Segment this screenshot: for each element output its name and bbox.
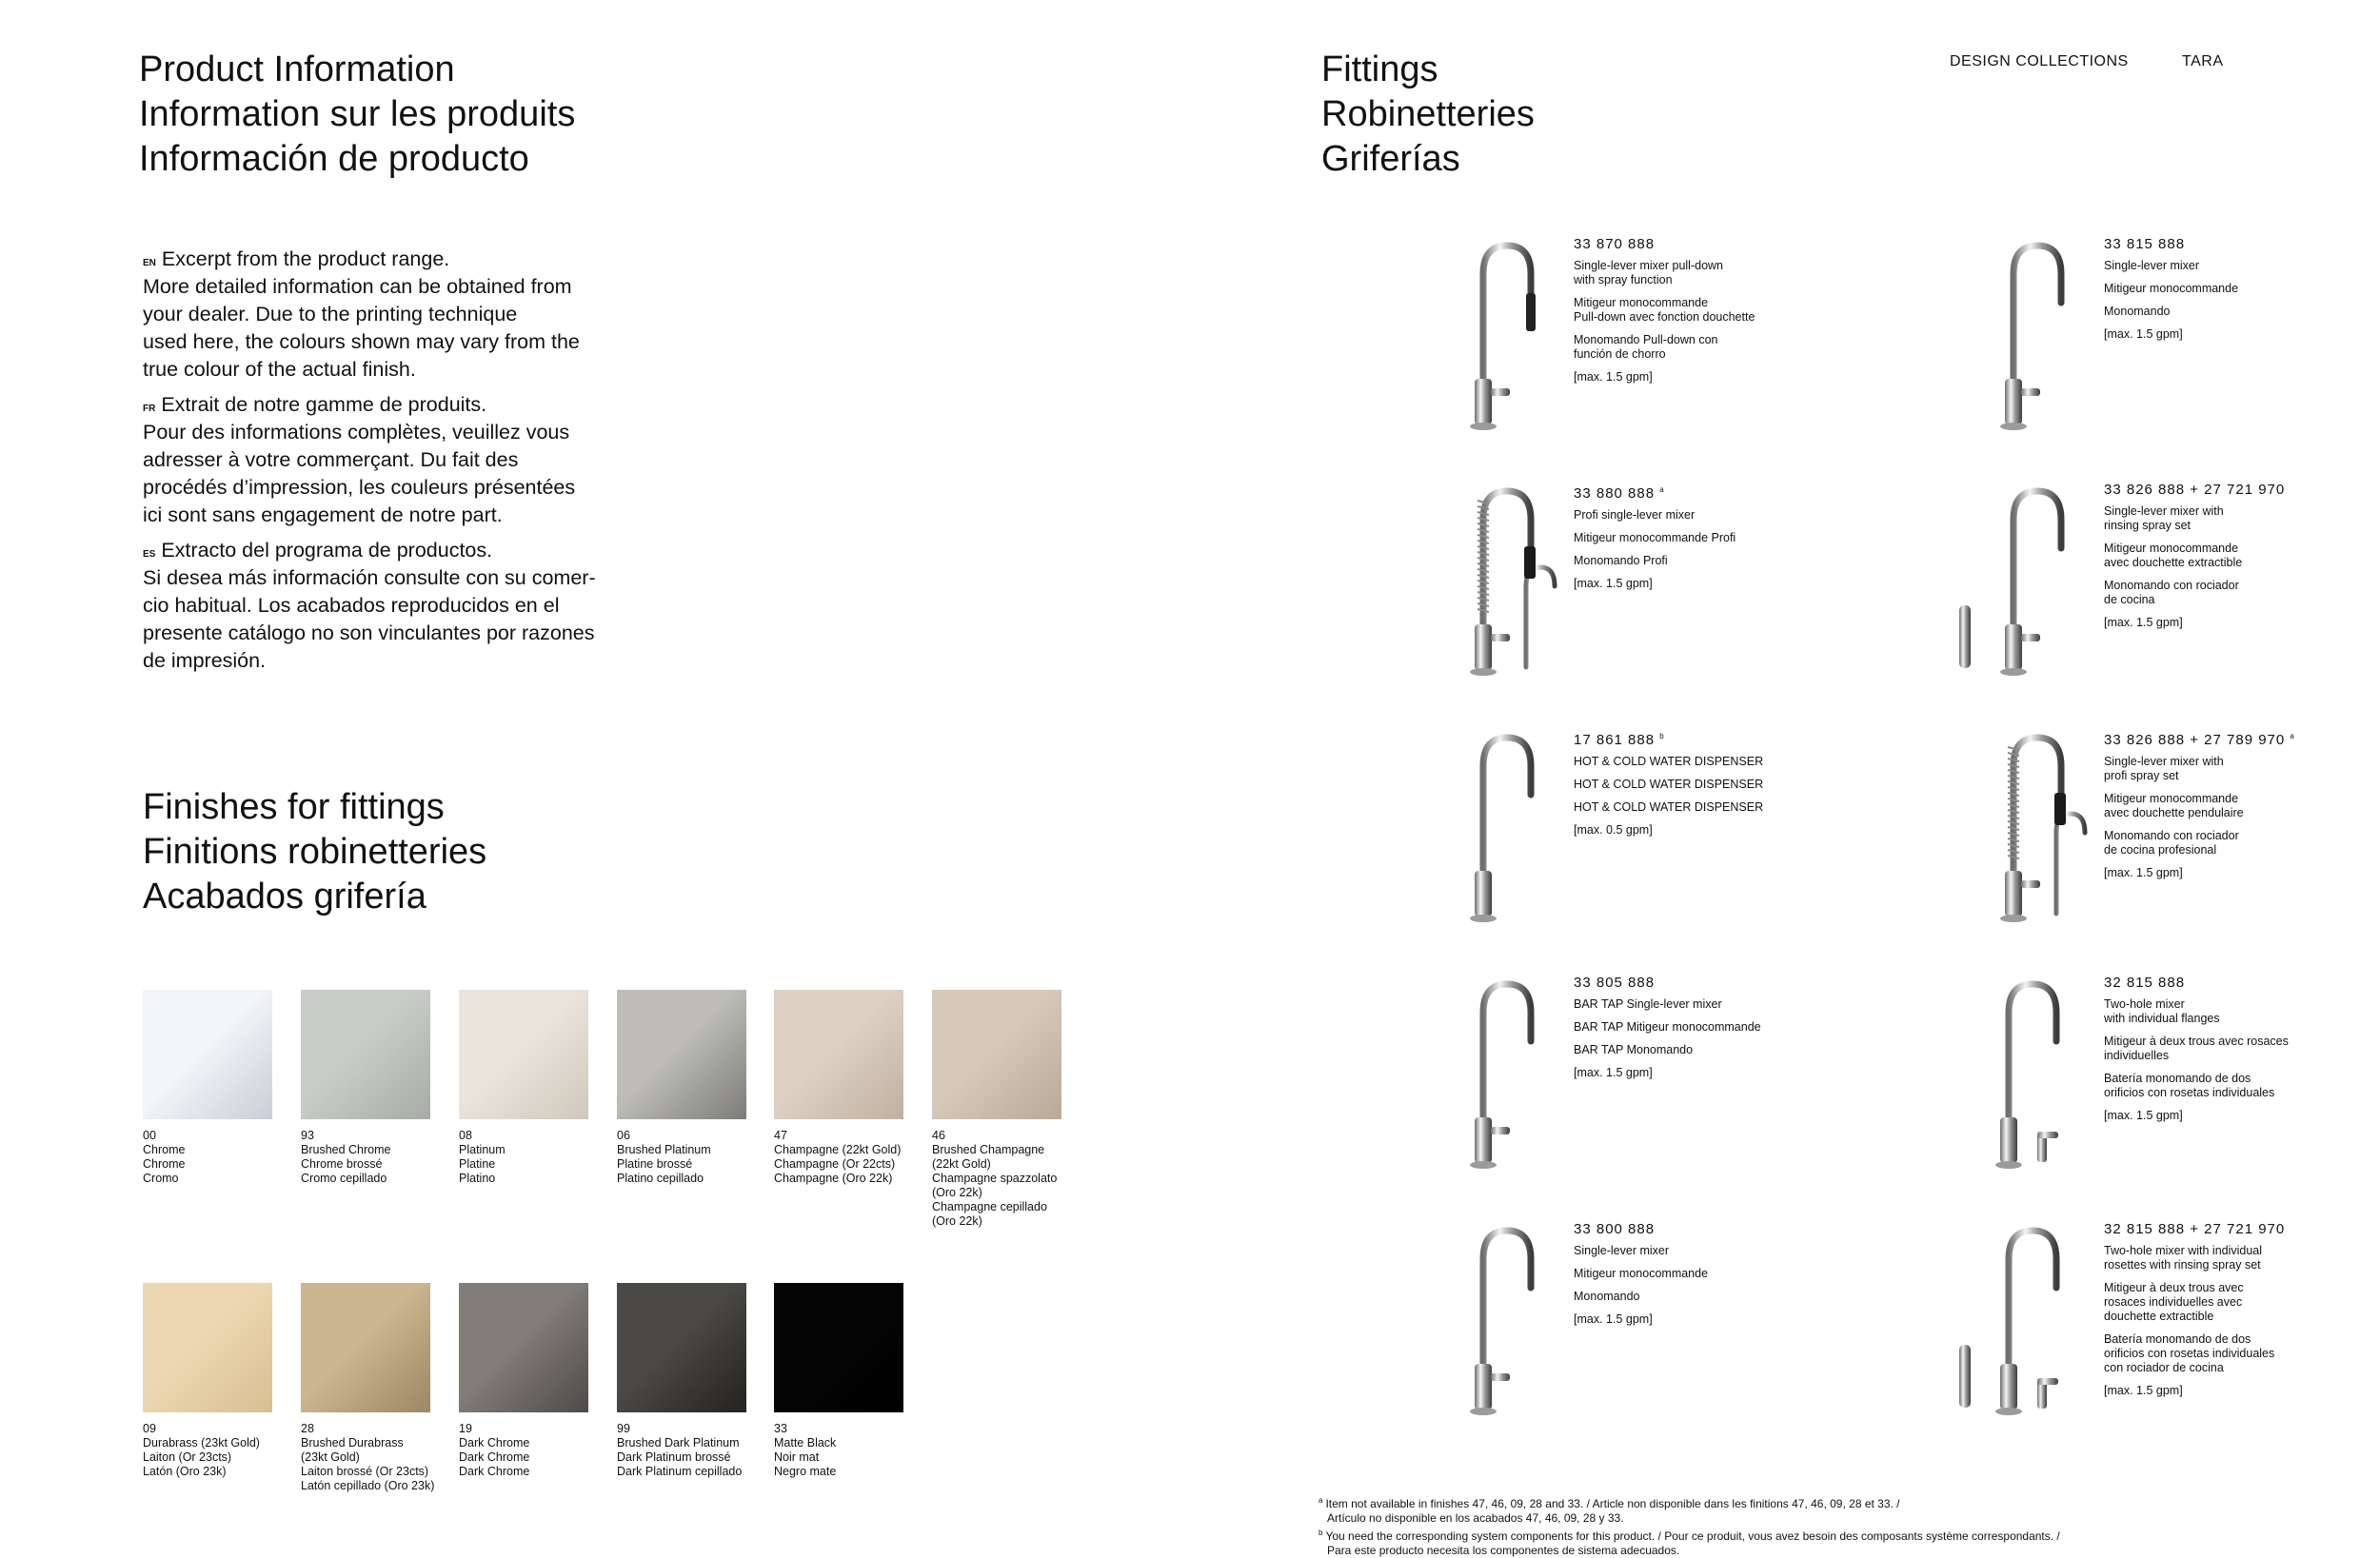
finish-name: Champagne (Oro 22k) bbox=[774, 1172, 893, 1185]
finish-name: Dark Chrome bbox=[459, 1450, 530, 1464]
description-line: Batería monomando de dos bbox=[2104, 1072, 2251, 1085]
finish-color-sample bbox=[617, 1283, 746, 1412]
description-line: [max. 1.5 gpm] bbox=[2104, 1109, 2183, 1122]
description-line: rosettes with rinsing spray set bbox=[2104, 1258, 2261, 1272]
product-description bbox=[2104, 1035, 2380, 1063]
description-line: Two-hole mixer bbox=[2104, 997, 2185, 1011]
description-line: Monomando bbox=[1574, 1290, 1640, 1303]
finish-name: Platine bbox=[459, 1157, 496, 1171]
product-code bbox=[1574, 728, 1916, 749]
finish-swatch-28 bbox=[301, 1283, 434, 1493]
finish-name: Platino bbox=[459, 1172, 496, 1185]
finishes-title-en: Finishes for fittings bbox=[143, 787, 445, 827]
product-description bbox=[2104, 1072, 2380, 1100]
product-info bbox=[2104, 728, 2380, 889]
product-description bbox=[1574, 778, 1916, 792]
intro-line: adresser à votre commerçant. Du fait des bbox=[143, 448, 519, 471]
language-tag: ES bbox=[143, 549, 156, 560]
finish-name: Champagne (22kt Gold) bbox=[774, 1143, 902, 1156]
finish-color-sample bbox=[617, 990, 746, 1119]
description-line: Mitigeur monocommande bbox=[2104, 542, 2239, 555]
product-info bbox=[1574, 236, 1916, 393]
product-description bbox=[2104, 1109, 2380, 1123]
finish-name: Noir mat bbox=[774, 1450, 820, 1464]
intro-paragraph-fr bbox=[143, 391, 676, 529]
product-code bbox=[2104, 975, 2380, 992]
product-code-number: 33 815 888 bbox=[2104, 236, 2186, 252]
product-description bbox=[1574, 554, 1916, 568]
product-33-800-888 bbox=[1412, 1221, 1945, 1459]
product-description bbox=[1574, 508, 1916, 523]
product-description bbox=[1574, 1312, 1916, 1327]
pulldown-faucet-icon bbox=[1412, 236, 1574, 436]
finish-name: Champagne spazzolato bbox=[932, 1172, 1058, 1185]
finish-label bbox=[143, 1422, 276, 1479]
finish-code: 06 bbox=[617, 1129, 630, 1142]
finishes-title-es: Acabados grifería bbox=[143, 877, 426, 917]
product-code bbox=[2104, 236, 2380, 253]
fittings-title-en: Fittings bbox=[1321, 49, 1438, 89]
product-code-number: 33 805 888 bbox=[1574, 975, 1656, 991]
finish-color-sample bbox=[143, 990, 272, 1119]
description-line: rinsing spray set bbox=[2104, 519, 2192, 532]
product-image bbox=[1942, 1221, 2104, 1421]
footnote-line bbox=[1319, 1544, 2060, 1558]
two-hole-mixer-icon bbox=[1942, 975, 2104, 1174]
footnote-marker: a bbox=[1659, 485, 1665, 494]
finish-name: (23kt Gold) bbox=[301, 1450, 360, 1464]
product-description bbox=[2104, 792, 2380, 820]
description-line: Single-lever mixer with bbox=[2104, 504, 2224, 518]
product-description bbox=[1574, 997, 1916, 1012]
finish-name: Chrome brossé bbox=[301, 1157, 383, 1171]
intro-paragraph-en bbox=[143, 246, 676, 384]
product-info bbox=[2104, 482, 2380, 639]
description-line: avec douchette extractible bbox=[2104, 556, 2243, 569]
finish-label bbox=[459, 1129, 592, 1186]
profi-faucet-icon bbox=[1412, 482, 1574, 681]
product-info bbox=[2104, 236, 2380, 350]
finish-name: Brushed Champagne bbox=[932, 1143, 1045, 1156]
product-33-805-888 bbox=[1412, 975, 1945, 1213]
product-information-title bbox=[139, 48, 575, 182]
product-description bbox=[2104, 866, 2380, 880]
product-code bbox=[1574, 236, 1916, 253]
product-code-number: 33 826 888 + 27 789 970 bbox=[2104, 732, 2286, 748]
footnote-text: Para este producto necesita los componentes de sistema adecuados. bbox=[1327, 1544, 1680, 1557]
gooseneck-faucet-icon bbox=[1942, 236, 2104, 436]
product-description bbox=[2104, 327, 2380, 342]
footnote-mark: b bbox=[1319, 1528, 1323, 1537]
description-line: profi spray set bbox=[2104, 769, 2179, 782]
product-33-880-888 bbox=[1412, 482, 1945, 720]
description-line: Single-lever mixer pull-down bbox=[1574, 259, 1724, 272]
description-line: orificios con rosetas individuales bbox=[2104, 1347, 2275, 1360]
description-line: BAR TAP Single-lever mixer bbox=[1574, 997, 1722, 1011]
finish-code: 99 bbox=[617, 1422, 630, 1435]
description-line: avec douchette pendulaire bbox=[2104, 806, 2244, 819]
description-line: [max. 1.5 gpm] bbox=[1574, 577, 1653, 590]
product-code-number: 32 815 888 + 27 721 970 bbox=[2104, 1221, 2286, 1237]
finish-code: 93 bbox=[301, 1129, 314, 1142]
finish-name: Latón cepillado (Oro 23k) bbox=[301, 1479, 435, 1492]
description-line: [max. 1.5 gpm] bbox=[2104, 327, 2183, 341]
description-line: BAR TAP Mitigeur monocommande bbox=[1574, 1020, 1761, 1034]
description-line: HOT & COLD WATER DISPENSER bbox=[1574, 778, 1764, 791]
product-image bbox=[1412, 975, 1574, 1174]
description-line: de cocina profesional bbox=[2104, 843, 2217, 857]
finish-name: Cromo cepillado bbox=[301, 1172, 387, 1185]
description-line: de cocina bbox=[2104, 593, 2155, 606]
product-description bbox=[2104, 755, 2380, 783]
product-code-number: 32 815 888 bbox=[2104, 975, 2186, 991]
footnotes bbox=[1319, 1493, 2060, 1558]
product-code bbox=[1574, 1221, 1916, 1238]
description-line: with individual flanges bbox=[2104, 1012, 2220, 1025]
product-description bbox=[2104, 616, 2380, 630]
finish-color-sample bbox=[932, 990, 1061, 1119]
finish-name: Brushed Chrome bbox=[301, 1143, 391, 1156]
product-description bbox=[2104, 542, 2380, 570]
footnote-marker: b bbox=[1659, 732, 1665, 740]
footnote-mark: a bbox=[1319, 1496, 1323, 1505]
description-line: Single-lever mixer bbox=[1574, 1244, 1670, 1257]
title-line-fr: Information sur les produits bbox=[139, 94, 576, 134]
finish-color-sample bbox=[774, 1283, 903, 1412]
description-line: Mitigeur monocommande bbox=[1574, 296, 1709, 309]
product-info bbox=[1574, 482, 1916, 600]
finish-name: Dark Platinum brossé bbox=[617, 1450, 731, 1464]
finish-name: (Oro 22k) bbox=[932, 1214, 982, 1228]
finish-name: Latón (Oro 23k) bbox=[143, 1465, 227, 1478]
product-description bbox=[2104, 259, 2380, 273]
finish-color-sample bbox=[143, 1283, 272, 1412]
fittings-title-es: Griferías bbox=[1321, 139, 1460, 179]
description-line: Monomando Pull-down con bbox=[1574, 333, 1718, 346]
description-line: con rociador de cocina bbox=[2104, 1361, 2224, 1374]
description-line: Two-hole mixer with individual bbox=[2104, 1244, 2263, 1257]
product-image bbox=[1942, 975, 2104, 1174]
finish-name: Dark Platinum cepillado bbox=[617, 1465, 743, 1478]
intro-lead: Extracto del programa de productos. bbox=[161, 539, 493, 562]
finish-name: Cromo bbox=[143, 1172, 179, 1185]
product-code bbox=[1574, 482, 1916, 503]
description-line: [max. 0.5 gpm] bbox=[1574, 823, 1653, 837]
finish-swatch-19 bbox=[459, 1283, 592, 1479]
product-info bbox=[1574, 975, 1916, 1089]
two-hole-mixer-with-spray-icon bbox=[1942, 1221, 2104, 1421]
intro-line: ici sont sans engagement de notre part. bbox=[143, 503, 503, 526]
description-line: BAR TAP Monomando bbox=[1574, 1043, 1694, 1056]
product-image bbox=[1942, 482, 2104, 681]
product-info bbox=[2104, 975, 2380, 1132]
faucet-with-spray-icon bbox=[1942, 482, 2104, 681]
product-description bbox=[2104, 1384, 2380, 1398]
footnote-text: You need the corresponding system components for this product. / Pour ce produit, vous avez besoin des composants système correspondants. / bbox=[1325, 1529, 2060, 1543]
title-line-es: Información de producto bbox=[139, 139, 529, 179]
description-line: HOT & COLD WATER DISPENSER bbox=[1574, 800, 1764, 814]
faucet-with-profi-spray-icon bbox=[1942, 728, 2104, 928]
finishes-title-fr: Finitions robinetteries bbox=[143, 832, 487, 872]
finish-name: Brushed Platinum bbox=[617, 1143, 711, 1156]
finish-label bbox=[617, 1422, 750, 1479]
description-line: Monomando con rociador bbox=[2104, 829, 2239, 842]
product-33-826-888-27-789-970 bbox=[1942, 728, 2380, 966]
product-code-number: 33 826 888 + 27 721 970 bbox=[2104, 482, 2286, 498]
finish-name: Chrome bbox=[143, 1143, 186, 1156]
description-line: Batería monomando de dos bbox=[2104, 1332, 2251, 1346]
product-image bbox=[1412, 1221, 1574, 1421]
finish-name: (22kt Gold) bbox=[932, 1157, 991, 1171]
intro-lead: Extrait de notre gamme de produits. bbox=[161, 393, 487, 416]
description-line: [max. 1.5 gpm] bbox=[2104, 616, 2183, 629]
footnote-line bbox=[1319, 1511, 2060, 1526]
finish-color-sample bbox=[301, 1283, 430, 1412]
finish-swatch-93 bbox=[301, 990, 434, 1186]
product-info bbox=[2104, 1221, 2380, 1407]
product-info bbox=[1574, 728, 1916, 846]
finish-swatch-47 bbox=[774, 990, 907, 1186]
title-line-en: Product Information bbox=[139, 49, 455, 89]
finish-swatch-33 bbox=[774, 1283, 907, 1479]
description-line: with spray function bbox=[1574, 273, 1673, 286]
product-description bbox=[2104, 997, 2380, 1026]
description-line: Mitigeur monocommande bbox=[2104, 792, 2239, 805]
description-line: [max. 1.5 gpm] bbox=[1574, 1066, 1653, 1079]
description-line: [max. 1.5 gpm] bbox=[2104, 866, 2183, 879]
finish-code: 08 bbox=[459, 1129, 472, 1142]
finish-name: Laiton (Or 23cts) bbox=[143, 1450, 232, 1464]
collection-nav-link[interactable]: DESIGN COLLECTIONS bbox=[1950, 53, 2129, 69]
description-line: Pull-down avec fonction douchette bbox=[1574, 310, 1755, 324]
product-description bbox=[1574, 1043, 1916, 1057]
finish-label bbox=[301, 1129, 434, 1186]
product-description bbox=[1574, 259, 1916, 287]
product-description bbox=[2104, 282, 2380, 296]
footnote-line bbox=[1319, 1526, 2060, 1544]
finish-color-sample bbox=[774, 990, 903, 1119]
water-dispenser-icon bbox=[1412, 728, 1574, 928]
description-line: función de chorro bbox=[1574, 347, 1666, 361]
finish-label bbox=[774, 1129, 907, 1186]
description-line: Mitigeur monocommande Profi bbox=[1574, 531, 1736, 544]
intro-paragraph-es bbox=[143, 537, 676, 675]
finish-swatch-06 bbox=[617, 990, 750, 1186]
product-code bbox=[1574, 975, 1916, 992]
description-line: Mitigeur à deux trous avec rosaces bbox=[2104, 1035, 2289, 1048]
intro-line: More detailed information can be obtained from bbox=[143, 275, 572, 298]
language-tag: FR bbox=[143, 404, 156, 414]
product-description bbox=[1574, 823, 1916, 838]
finish-name: Durabrass (23kt Gold) bbox=[143, 1436, 260, 1450]
intro-line: used here, the colours shown may vary from the bbox=[143, 330, 580, 353]
intro-line: procédés d’impression, les couleurs présentées bbox=[143, 476, 576, 499]
finish-swatch-46 bbox=[932, 990, 1065, 1229]
product-code-number: 17 861 888 bbox=[1574, 732, 1656, 748]
description-line: individuelles bbox=[2104, 1049, 2170, 1062]
intro-line: de impresión. bbox=[143, 649, 267, 672]
finish-name: Chrome bbox=[143, 1157, 186, 1171]
finish-name: Laiton brossé (Or 23cts) bbox=[301, 1465, 429, 1478]
footnote-marker: a bbox=[2290, 732, 2295, 740]
description-line: [max. 1.5 gpm] bbox=[1574, 370, 1653, 384]
description-line: [max. 1.5 gpm] bbox=[2104, 1384, 2183, 1397]
product-description bbox=[1574, 1290, 1916, 1304]
finish-label bbox=[459, 1422, 592, 1479]
finish-label bbox=[143, 1129, 276, 1186]
description-line: Mitigeur monocommande bbox=[1574, 1267, 1709, 1280]
footnote-line bbox=[1319, 1493, 2060, 1511]
finish-name: Dark Chrome bbox=[459, 1465, 530, 1478]
finish-color-sample bbox=[301, 990, 430, 1119]
product-image bbox=[1412, 482, 1574, 681]
finish-code: 33 bbox=[774, 1422, 787, 1435]
product-description bbox=[1574, 333, 1916, 362]
product-description bbox=[2104, 1244, 2380, 1272]
product-17-861-888 bbox=[1412, 728, 1945, 966]
finish-name: Platino cepillado bbox=[617, 1172, 704, 1185]
description-line: orificios con rosetas individuales bbox=[2104, 1086, 2275, 1099]
product-description bbox=[1574, 1267, 1916, 1281]
finish-code: 46 bbox=[932, 1129, 945, 1142]
fittings-title bbox=[1321, 48, 1535, 182]
bar-tap-icon bbox=[1412, 975, 1574, 1174]
product-description bbox=[2104, 579, 2380, 607]
product-code bbox=[2104, 1221, 2380, 1238]
intro-line: cio habitual. Los acabados reproducidos en el bbox=[143, 594, 560, 617]
finish-code: 00 bbox=[143, 1129, 156, 1142]
product-description bbox=[1574, 755, 1916, 769]
intro-text bbox=[143, 246, 676, 682]
single-lever-mixer-icon bbox=[1412, 1221, 1574, 1421]
description-line: Profi single-lever mixer bbox=[1574, 508, 1696, 522]
intro-lead: Excerpt from the product range. bbox=[161, 247, 450, 270]
description-line: [max. 1.5 gpm] bbox=[1574, 1312, 1653, 1326]
product-33-826-888-27-721-970 bbox=[1942, 482, 2380, 720]
product-image bbox=[1412, 236, 1574, 436]
series-nav-link[interactable]: TARA bbox=[2182, 53, 2224, 69]
finish-code: 47 bbox=[774, 1129, 787, 1142]
fittings-title-fr: Robinetteries bbox=[1321, 94, 1535, 134]
finish-name: Champagne cepillado bbox=[932, 1200, 1047, 1213]
product-description bbox=[2104, 504, 2380, 533]
intro-line: true colour of the actual finish. bbox=[143, 358, 416, 381]
finish-name: Negro mate bbox=[774, 1465, 837, 1478]
finish-name: (Oro 22k) bbox=[932, 1186, 982, 1199]
footnote-text: Item not available in finishes 47, 46, 09, 28 and 33. / Article non disponible dans les finitions 47, 46, 09, 28 et 33. / bbox=[1325, 1497, 1900, 1510]
finish-label bbox=[301, 1422, 434, 1493]
product-description bbox=[1574, 800, 1916, 815]
finish-swatch-00 bbox=[143, 990, 276, 1186]
description-line: Monomando con rociador bbox=[2104, 579, 2239, 592]
finish-code: 19 bbox=[459, 1422, 472, 1435]
product-description bbox=[2104, 1332, 2380, 1375]
finish-swatch-08 bbox=[459, 990, 592, 1186]
finish-name: Champagne (Or 22cts) bbox=[774, 1157, 896, 1171]
product-image bbox=[1942, 236, 2104, 436]
footnote-text: Artículo no disponible en los acabados 47, 46, 09, 28 y 33. bbox=[1327, 1511, 1624, 1525]
description-line: douchette extractible bbox=[2104, 1310, 2214, 1323]
finish-code: 09 bbox=[143, 1422, 156, 1435]
description-line: Mitigeur à deux trous avec bbox=[2104, 1281, 2244, 1294]
finish-swatch-99 bbox=[617, 1283, 750, 1479]
product-description bbox=[2104, 1281, 2380, 1324]
description-line: Monomando bbox=[2104, 305, 2171, 318]
product-image bbox=[1942, 728, 2104, 928]
product-code-number: 33 880 888 bbox=[1574, 485, 1656, 502]
product-code bbox=[2104, 728, 2380, 749]
product-33-815-888 bbox=[1942, 236, 2380, 474]
product-description bbox=[1574, 1066, 1916, 1080]
finish-name: Dark Chrome bbox=[459, 1436, 530, 1450]
description-line: HOT & COLD WATER DISPENSER bbox=[1574, 755, 1764, 768]
finish-name: Platine brossé bbox=[617, 1157, 693, 1171]
product-description bbox=[1574, 577, 1916, 591]
product-description bbox=[1574, 1244, 1916, 1258]
description-line: Single-lever mixer with bbox=[2104, 755, 2224, 768]
finishes-title bbox=[143, 785, 486, 919]
finish-swatch-09 bbox=[143, 1283, 276, 1479]
finish-label bbox=[774, 1422, 907, 1479]
finish-label bbox=[932, 1129, 1065, 1229]
description-line: Single-lever mixer bbox=[2104, 259, 2200, 272]
product-code bbox=[2104, 482, 2380, 499]
intro-line: presente catálogo no son vinculantes por razones bbox=[143, 621, 595, 644]
product-image bbox=[1412, 728, 1574, 928]
finish-name: Brushed Durabrass bbox=[301, 1436, 404, 1450]
finish-name: Matte Black bbox=[774, 1436, 837, 1450]
product-description bbox=[2104, 305, 2380, 319]
product-32-815-888 bbox=[1942, 975, 2380, 1213]
finish-color-sample bbox=[459, 1283, 588, 1412]
description-line: Monomando Profi bbox=[1574, 554, 1668, 567]
product-description bbox=[1574, 1020, 1916, 1035]
description-line: rosaces individuelles avec bbox=[2104, 1295, 2243, 1309]
product-description bbox=[1574, 296, 1916, 325]
product-32-815-888-27-721-970 bbox=[1942, 1221, 2380, 1459]
finish-label bbox=[617, 1129, 750, 1186]
product-description bbox=[1574, 370, 1916, 385]
finish-name: Platinum bbox=[459, 1143, 506, 1156]
intro-line: your dealer. Due to the printing technique bbox=[143, 303, 518, 325]
product-code-number: 33 870 888 bbox=[1574, 236, 1656, 252]
product-description bbox=[2104, 829, 2380, 858]
product-33-870-888 bbox=[1412, 236, 1945, 474]
language-tag: EN bbox=[143, 258, 156, 268]
product-code-number: 33 800 888 bbox=[1574, 1221, 1656, 1237]
finish-code: 28 bbox=[301, 1422, 314, 1435]
description-line: Mitigeur monocommande bbox=[2104, 282, 2239, 295]
product-info bbox=[1574, 1221, 1916, 1335]
intro-line: Pour des informations complètes, veuillez vous bbox=[143, 421, 570, 444]
finish-name: Brushed Dark Platinum bbox=[617, 1436, 740, 1450]
product-description bbox=[1574, 531, 1916, 545]
finish-color-sample bbox=[459, 990, 588, 1119]
intro-line: Si desea más información consulte con su comer- bbox=[143, 566, 596, 589]
